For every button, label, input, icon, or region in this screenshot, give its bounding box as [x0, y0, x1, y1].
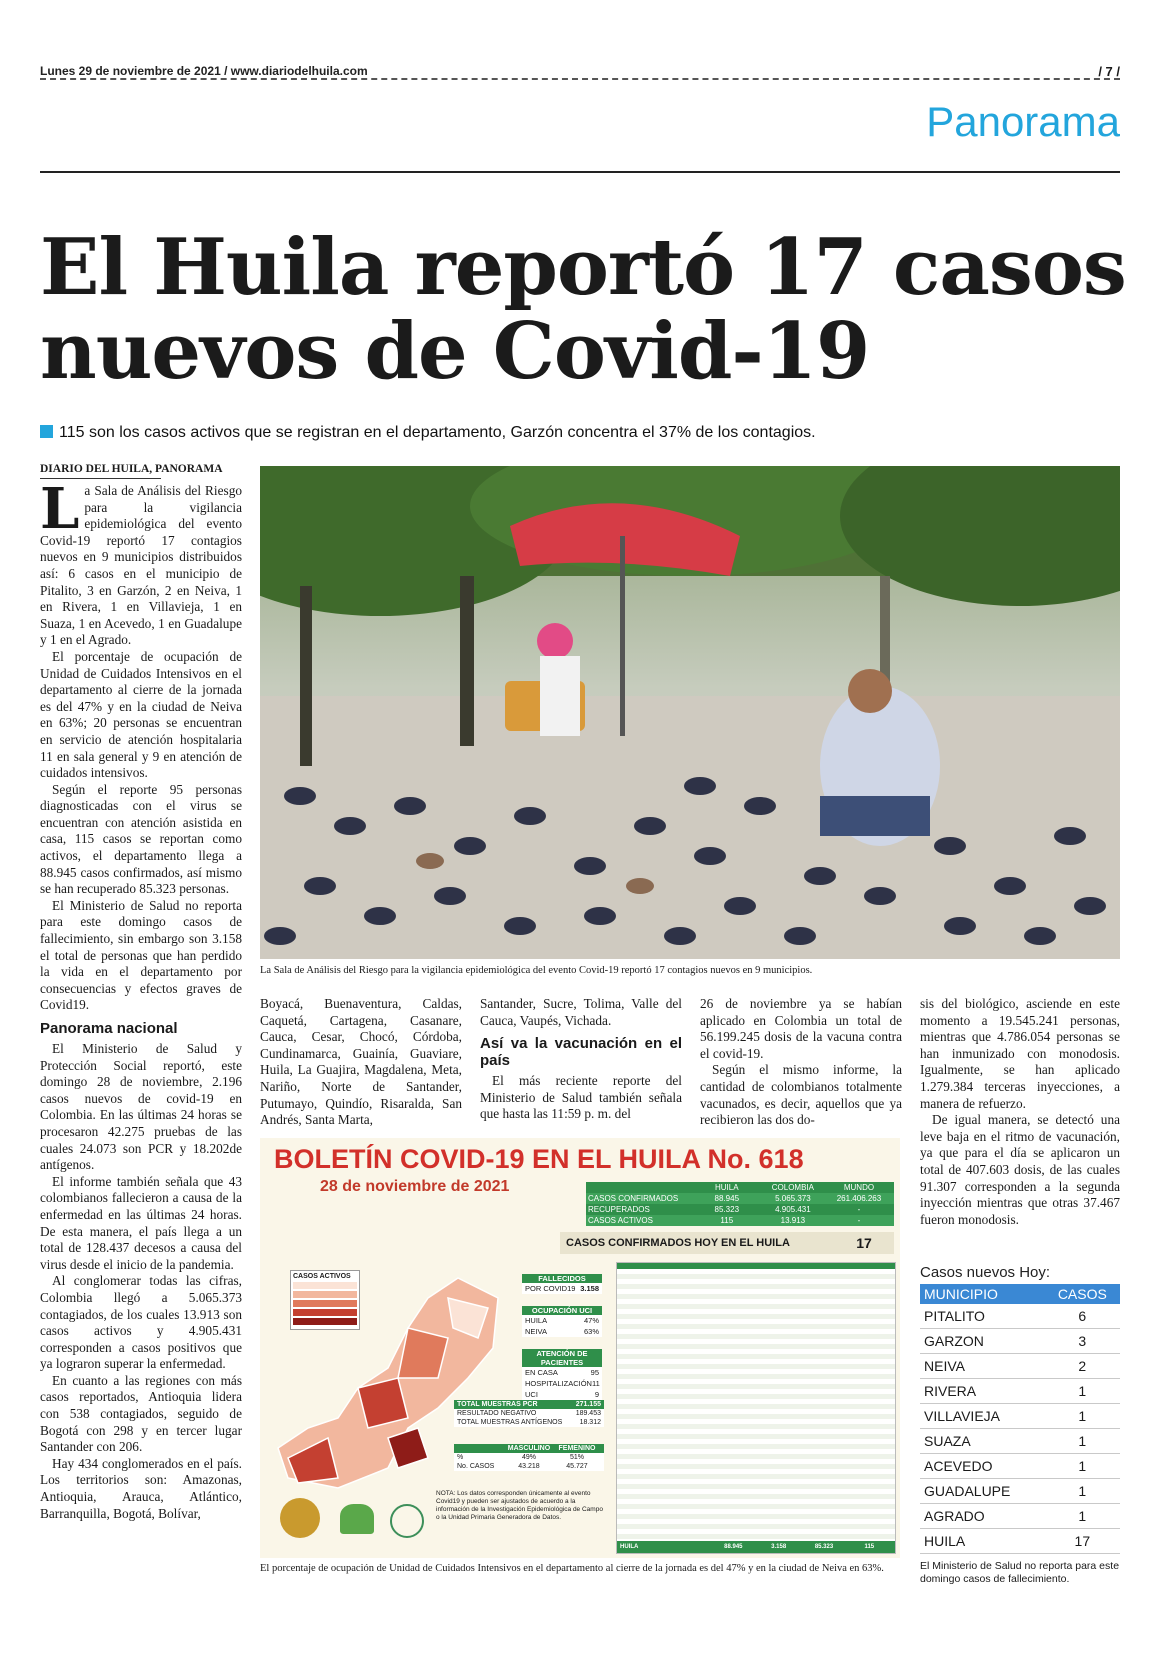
article-paragraph: Boyacá, Buenaventura, Caldas, Caquetá, Cartagena, Casanare, Cauca, Cesar, Chocó, Córdoba, Cundinamarca, Guainía, Guaviare, Huila, La Guajira, Magdalena, Meta, Nariño, Norte de Santander, Putumayo, Quindío, Risaralda, San Andrés, Santa Marta, — [260, 996, 462, 1128]
cell: - — [857, 1205, 861, 1214]
header-municipio: MUNICIPIO — [920, 1284, 1045, 1304]
boletin-caption: El porcentaje de ocupación de Unidad de Cuidados Intensivos en el departamento al cierre de la jornada es del 47% y en la ciudad de Neiva en 63%. — [260, 1563, 884, 1574]
header-casos: CASOS — [1045, 1284, 1120, 1304]
article-paragraph: El informe también señala que 43 colombianos fallecieron a causa de la enfermedad en las últimas 24 horas. De esta manera, el país llega a un total de 128.437 decesos a causa del virus desde el inicio de la pandemia. — [40, 1173, 242, 1272]
huila-logo-icon — [340, 1504, 374, 1534]
photo-caption: La Sala de Análisis del Riesgo para la vigilancia epidemiológica del evento Covid-19 reportó 17 contagios nuevos en 9 municipios. — [260, 965, 813, 976]
table-row — [920, 1429, 1120, 1454]
photo-illustration — [260, 466, 1120, 959]
sexo-box — [454, 1444, 604, 1471]
municipio-cell: GUADALUPE — [920, 1479, 1045, 1504]
cell: 88.945 — [714, 1194, 740, 1203]
table-row — [920, 1479, 1120, 1504]
table-total-row — [920, 1529, 1120, 1554]
municipio-cell: PITALITO — [920, 1304, 1045, 1329]
boletin-title: BOLETÍN COVID-19 EN EL HUILA No. 618 — [274, 1144, 804, 1174]
article-paragraph: Santander, Sucre, Tolima, Valle del Cauca, Vaupés, Vichada. — [480, 996, 682, 1028]
subheading-vacunacion: Así va la vacunación en el país — [480, 1035, 682, 1070]
table-row — [920, 1304, 1120, 1329]
atencion-row-label: UCI — [525, 1390, 538, 1399]
cell: - — [857, 1216, 861, 1225]
article-paragraph: De igual manera, se detectó una leve baja en el ritmo de vacunación, ya que para el día se aplicaron un total de 407.603 dosis, de las cuales 91.307 corresponden a la segunda inyección mientras que otras 37.467 fueron monodosis. — [920, 1112, 1120, 1227]
sexo-row-label: No. CASOS — [457, 1463, 495, 1470]
table-row — [920, 1329, 1120, 1354]
muestras-row-value: 189.453 — [575, 1410, 601, 1417]
gobernacion-seal-icon — [280, 1498, 320, 1538]
uci-row-label: HUILA — [525, 1316, 548, 1325]
municipio-cell: VILLAVIEJA — [920, 1404, 1045, 1429]
cell: 4.905.431 — [775, 1205, 811, 1214]
sexo-head: FEMENINO — [558, 1445, 596, 1452]
casos-cell: 3 — [1045, 1329, 1120, 1354]
casos-cell: 2 — [1045, 1354, 1120, 1379]
headline: El Huila reportó 17 casos nuevos de Covid-19 — [40, 222, 1126, 398]
table-row — [920, 1354, 1120, 1379]
table-row — [920, 1379, 1120, 1404]
paragraph-text: a Sala de Análisis del Riesgo para la vigilancia epidemiológica del evento Covid-19 reportó 17 contagios nuevos en 9 municipios distribuidos así: 6 casos en el municipio de Pitalito, 3 en Garzón, 2 en Neiva, 1 en Rivera, 1 en Villavieja, 1 en Suaza, 1 en Acevedo, 1 en Guadalupe y 1 en el Agrado. — [40, 483, 242, 648]
dropcap: L — [40, 476, 80, 542]
casos-cell: 1 — [1045, 1404, 1120, 1429]
fallecidos-value: 3.158 — [580, 1284, 599, 1293]
casos-nuevos-table — [920, 1264, 1120, 1586]
municipio-cell: SUAZA — [920, 1429, 1045, 1454]
row-label: CASOS ACTIVOS — [588, 1216, 653, 1225]
boletin-note: NOTA: Los datos corresponden únicamente al evento Covid19 y pueden ser ajustados de acuerdo a la información de la Investigación Epidemiológica de Campo o la Unidad Primaria Generadora de Datos. — [436, 1490, 603, 1521]
col-huila: HUILA — [715, 1183, 739, 1192]
sexo-head: MASCULINO — [507, 1445, 551, 1452]
page-number: / 7 / — [1098, 64, 1120, 79]
muestras-row-label: TOTAL MUESTRAS ANTÍGENOS — [457, 1419, 563, 1426]
article-paragraph: 26 de noviembre ya se habían aplicado en Colombia un total de 56.199.245 dosis de la vacuna contra el covid-19. — [700, 996, 902, 1061]
article-paragraph: sis del biológico, asciende en este momento a 19.545.241 personas, mientras que 4.786.054 personas se han inmunizado con monodosis. Igualmente, se han aplicado 1.279.384 terceras inyecciones, a manera de refuerzo. — [920, 996, 1120, 1111]
article-paragraph: Según el reporte 95 personas diagnosticadas con el virus se encuentran con atención asistida en casa, 115 casos se reportan como activos, el departamento llega a 88.945 casos confirmados, así mismo se han recuperado 85.323 personas. — [40, 781, 242, 897]
cell: 115 — [720, 1216, 734, 1225]
casos-table — [920, 1284, 1120, 1554]
article-paragraph: El Ministerio de Salud no reporta para este domingo casos de fallecimiento, sin embargo son 3.158 el total de personas que han perdido la vida en el departamento por consecuencias y efectos graves de Covid19. — [40, 897, 242, 1013]
legend-title: CASOS ACTIVOS — [293, 1273, 351, 1280]
casos-hoy-banner — [560, 1232, 894, 1254]
casos-cell: 17 — [1045, 1529, 1120, 1554]
sexo-cell: 43.218 — [518, 1463, 540, 1470]
atencion-row-value: 11 — [591, 1379, 600, 1388]
municipio-cell: ACEVEDO — [920, 1454, 1045, 1479]
cell: 13.913 — [780, 1216, 806, 1225]
boletin-date: 28 de noviembre de 2021 — [320, 1178, 510, 1195]
summary-row — [586, 1204, 894, 1215]
uci-row-value: 47% — [583, 1316, 599, 1325]
fallecidos-sub: POR COVID19 — [525, 1284, 576, 1293]
subheadline-text: 115 son los casos activos que se registran en el departamento, Garzón concentra el 37% de los contagios. — [59, 424, 816, 441]
muestras-label: TOTAL MUESTRAS PCR — [457, 1401, 538, 1408]
muestras-box — [454, 1400, 604, 1427]
subheadline — [40, 424, 1120, 442]
row-label: RECUPERADOS — [588, 1205, 650, 1214]
table-row — [920, 1454, 1120, 1479]
casos-cell: 6 — [1045, 1304, 1120, 1329]
cell: 85.323 — [714, 1205, 740, 1214]
total-cell: 85.323 — [814, 1544, 834, 1550]
muestras-row-label: RESULTADO NEGATIVO — [457, 1410, 537, 1417]
atencion-row-value: 95 — [590, 1368, 599, 1377]
atencion-row-value: 9 — [594, 1390, 599, 1399]
cell: 261.406.263 — [836, 1194, 882, 1203]
atencion-label: ATENCIÓN DE PACIENTES — [522, 1349, 602, 1367]
muestras-value: 271.155 — [575, 1401, 601, 1408]
section-title: Panorama — [926, 98, 1120, 145]
sexo-cell: 49% — [521, 1454, 536, 1461]
article-paragraph: El Ministerio de Salud y Protección Social reportó, este domingo 28 de noviembre, 2.196 casos nuevos de covid-19 en Colombia. En las últimas 24 horas se procesaron 42.275 pruebas de las cuales 24.073 son PCR y 18.202de antígenos. — [40, 1041, 242, 1173]
subheading-panorama-nacional: Panorama nacional — [40, 1020, 178, 1037]
article-column-1 — [40, 462, 242, 1522]
col-mundo: MUNDO — [843, 1183, 875, 1192]
casos-cell: 1 — [1045, 1479, 1120, 1504]
table-row — [920, 1404, 1120, 1429]
municipio-cell: GARZON — [920, 1329, 1045, 1354]
atencion-row-label: EN CASA — [525, 1368, 558, 1377]
uci-row-value: 63% — [583, 1327, 599, 1336]
table-row — [920, 1504, 1120, 1529]
article-column-5 — [920, 996, 1120, 1228]
total-cell: 3.158 — [771, 1544, 787, 1550]
summary-row — [586, 1215, 894, 1226]
casos-cell: 1 — [1045, 1454, 1120, 1479]
casos-cell: 1 — [1045, 1504, 1120, 1529]
summary-row — [586, 1193, 894, 1204]
total-cell: 115 — [864, 1544, 875, 1550]
article-photo — [260, 466, 1120, 959]
sexo-row-label: % — [457, 1454, 464, 1461]
municipios-total-row — [617, 1541, 895, 1553]
casos-hoy-label: CASOS CONFIRMADOS HOY EN EL HUILA — [566, 1237, 790, 1249]
article-paragraph — [40, 476, 242, 649]
total-cell: HUILA — [620, 1544, 639, 1550]
uci-row-label: NEIVA — [525, 1327, 547, 1336]
article-paragraph: Hay 434 conglomerados en el país. Los territorios son: Amazonas, Antioquia, Arauca, Atlántico, Barranquilla, Bogotá, Bolívar, — [40, 1455, 242, 1521]
casos-hoy-value: 17 — [856, 1235, 872, 1251]
row-label: CASOS CONFIRMADOS — [588, 1194, 679, 1203]
total-cell: 88.945 — [724, 1544, 743, 1550]
casos-table-title: Casos nuevos Hoy: — [920, 1264, 1051, 1281]
article-paragraph: En cuanto a las regiones con más casos reportados, Antioquia lidera con 538 contagiados, seguido de Bogotá con 298 y en tercer lugar Santander con 206. — [40, 1372, 242, 1455]
col-colombia: COLOMBIA — [771, 1183, 814, 1192]
cell: 5.065.373 — [775, 1194, 811, 1203]
boletin-summary-head — [586, 1182, 894, 1193]
casos-cell: 1 — [1045, 1379, 1120, 1404]
article-column-3 — [480, 996, 682, 1123]
bullet-square-icon — [40, 425, 53, 438]
table-header-row — [920, 1284, 1120, 1304]
article-paragraph: Según el mismo informe, la cantidad de colombianos totalmente vacunados, es decir, aquellos que ya recibieron las dos do- — [700, 1062, 902, 1128]
municipio-cell: HUILA — [920, 1529, 1045, 1554]
municipios-table-body — [617, 1269, 895, 1541]
casos-table-caption: El Ministerio de Salud no reporta para este domingo casos de fallecimiento. — [920, 1560, 1120, 1585]
header-date-site: Lunes 29 de noviembre de 2021 / www.diariodelhuila.com — [40, 64, 368, 78]
fallecidos-label: FALLECIDOS — [522, 1274, 602, 1283]
municipios-table — [616, 1262, 896, 1554]
sexo-cell: 51% — [569, 1454, 584, 1461]
byline: DIARIO DEL HUILA, PANORAMA — [40, 463, 223, 475]
sexo-cell: 45.727 — [566, 1463, 588, 1470]
municipio-cell: RIVERA — [920, 1379, 1045, 1404]
article-paragraph: El más reciente reporte del Ministerio de Salud también señala que hasta las 11:59 p. m. del — [480, 1073, 682, 1122]
atencion-row-label: HOSPITALIZACIÓN — [525, 1379, 592, 1388]
boletin-summary — [586, 1182, 894, 1226]
header-divider — [40, 78, 1120, 82]
muestras-row-value: 18.312 — [579, 1419, 601, 1426]
municipio-cell: AGRADO — [920, 1504, 1045, 1529]
municipio-cell: NEIVA — [920, 1354, 1045, 1379]
article-column-2 — [260, 996, 462, 1129]
article-paragraph: El porcentaje de ocupación de Unidad de Cuidados Intensivos en el departamento al cierre de la jornada es del 47% y en la ciudad de Neiva en 63%; 20 personas se encuentran en servicio de atención hospitalaria 11 en sala general y 9 en atención de cuidados intensivos. — [40, 648, 242, 781]
article-paragraph: Al conglomerar todas las cifras, Colombia llegó a 5.065.373 contagiados, de los cuales 13.913 son casos activos y 4.905.431 corresponden a casos positivos que ya lograron superar la enfermedad. — [40, 1273, 242, 1372]
casos-cell: 1 — [1045, 1429, 1120, 1454]
fallecidos-box — [522, 1274, 602, 1400]
uci-label: OCUPACIÓN UCI — [522, 1306, 602, 1315]
article-column-4 — [700, 996, 902, 1129]
health-logo-icon — [390, 1504, 424, 1538]
boletin-infographic — [260, 1138, 900, 1558]
section-rule — [40, 171, 1120, 173]
